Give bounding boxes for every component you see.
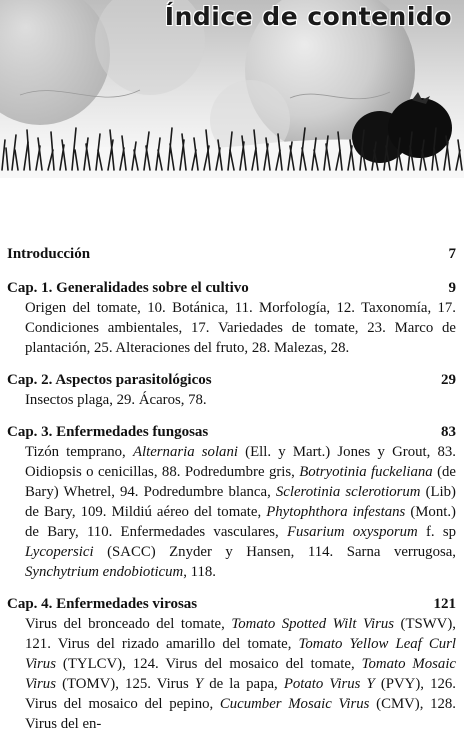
description-text: (Mont.) de Bary, 110. Enfermedades vasculares, (25, 504, 456, 540)
toc-entry-title: Cap. 4. Enfermedades virosas (7, 596, 198, 612)
species-name: Phytophthora infestans (266, 504, 406, 520)
description-text: (PVY), 126. Virus del mosaico del pepino, (25, 676, 456, 712)
toc-entry-heading (7, 422, 456, 442)
description-text: f. sp (417, 524, 456, 540)
toc-page-number: 83 (441, 424, 456, 440)
species-name: Alternaria solani (132, 444, 238, 460)
species-name: Tomato Mosaic Virus (25, 656, 456, 692)
toc-page-number: 121 (433, 596, 456, 612)
description-text: , 118. (183, 564, 216, 580)
toc-page-number: 9 (448, 280, 456, 296)
species-name: Synchytrium endobioticum (25, 564, 184, 580)
toc-entry-title: Cap. 3. Enfermedades fungosas (7, 424, 209, 440)
toc-page-number: 29 (441, 372, 456, 388)
description-text: (Lib) de Bary, 109. Mildiú aéreo del tomate, (25, 484, 456, 520)
species-name: Lycopersici (25, 544, 94, 560)
toc-entry-chapter-3 (7, 422, 456, 582)
toc-entry-title: Cap. 2. Aspectos parasitológicos (7, 372, 212, 388)
page-title: Índice de contenido (164, 2, 452, 31)
toc-chapters (7, 278, 456, 734)
description-text: (de Bary) Whetrel, 94. Podredumbre blanca, (25, 464, 457, 500)
description-text: Insectos plaga, 29. Ácaros, 78. (25, 392, 207, 408)
description-text: (SACC) Znyder y Hansen, 114. Sarna verrugosa, (93, 544, 456, 560)
description-text: (Ell. y Mart.) Jones y Grout, 83. Oidiopsis o cenicillas, 88. Podredumbre gris, (25, 444, 456, 480)
description-text: de la papa, (203, 676, 284, 692)
toc-entry-heading (7, 370, 456, 390)
toc-page-number: 7 (448, 246, 456, 262)
species-name: Tomato Spotted Wilt Virus (231, 616, 394, 632)
description-text: (TSWV), 121. Virus del rizado amarillo del tomate, (25, 616, 456, 652)
description-text: (TOMV), 125. Virus (55, 676, 195, 692)
table-of-contents (7, 244, 456, 734)
header-banner (0, 0, 464, 178)
toc-entry-chapter-4 (7, 594, 456, 734)
species-name: Potato Virus Y (283, 676, 375, 692)
toc-entry-heading (7, 278, 456, 298)
description-text: Virus del bronceado del tomate, (25, 616, 232, 632)
species-name: Botryotinia fuckeliana (299, 464, 433, 480)
toc-entry-chapter-1 (7, 278, 456, 358)
toc-entry-title: Cap. 1. Generalidades sobre el cultivo (7, 280, 249, 296)
toc-entry-description (7, 442, 456, 582)
toc-entry-description (7, 614, 456, 734)
species-name: Tomato Yellow Leaf Curl Virus (25, 636, 456, 672)
toc-entry-heading (7, 594, 456, 614)
description-text: (CMV), 128. Virus del en- (25, 696, 456, 732)
species-name: Fusarium oxysporum (286, 524, 418, 540)
description-text: (TYLCV), 124. Virus del mosaico del tomate, (55, 656, 362, 672)
toc-entry-intro (7, 244, 456, 264)
species-name: Cucumber Mosaic Virus (219, 696, 370, 712)
description-text: Tizón temprano, (25, 444, 133, 460)
description-text: Origen del tomate, 10. Botánica, 11. Morfología, 12. Taxonomía, 17. Condiciones ambientales, 17. Variedades de tomate, 23. Marco de plantación, 25. Alteraciones del fruto, 28. Malezas, 28. (25, 300, 456, 356)
toc-entry-heading (7, 244, 456, 264)
toc-entry-description (7, 298, 456, 358)
toc-entry-description (7, 390, 456, 410)
toc-entry-chapter-2 (7, 370, 456, 410)
species-name: Sclerotinia sclerotiorum (275, 484, 421, 500)
toc-entry-title: Introducción (7, 246, 91, 262)
species-name: Y (194, 676, 204, 692)
